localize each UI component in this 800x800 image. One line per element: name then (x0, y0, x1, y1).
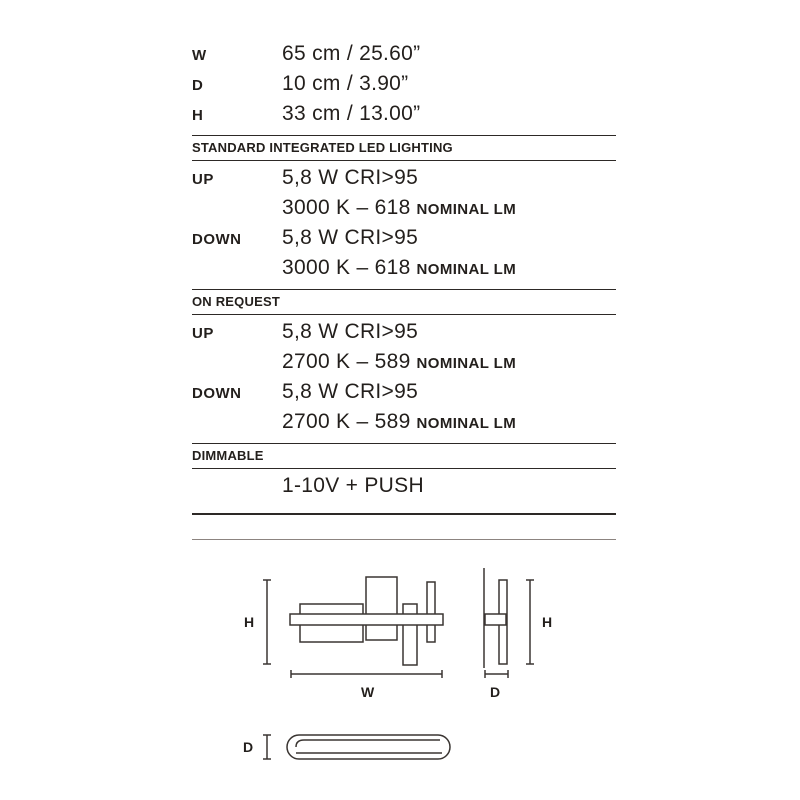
section-heading-standard: STANDARD INTEGRATED LED LIGHTING (192, 135, 616, 161)
down-power: 5,8 W CRI>95 (282, 380, 419, 403)
dimension-value: 33 cm / 13.00” (282, 102, 421, 125)
front-view (263, 577, 443, 678)
lumen-unit: NOMINAL LM (416, 415, 517, 432)
dimmable-value: 1-10V + PUSH (282, 474, 424, 497)
up-label: UP (192, 171, 214, 188)
section-heading-dimmable: DIMMABLE (192, 443, 616, 469)
up-power: 5,8 W CRI>95 (282, 166, 419, 189)
dimension-value: 10 cm / 3.90” (282, 72, 409, 95)
lumen-unit: NOMINAL LM (416, 201, 517, 218)
lumen-unit: NOMINAL LM (416, 355, 517, 372)
dimension-key: D (192, 77, 204, 94)
down-power: 5,8 W CRI>95 (282, 226, 419, 249)
side-depth-label: D (490, 684, 501, 700)
dimension-key: H (192, 107, 204, 124)
front-width-label: W (361, 684, 375, 700)
up-power: 5,8 W CRI>95 (282, 320, 419, 343)
front-height-label: H (244, 614, 255, 630)
dimension-value: 65 cm / 25.60” (282, 42, 421, 65)
side-height-label: H (542, 614, 553, 630)
up-lumen: 2700 K – 589 (282, 350, 411, 373)
up-label: UP (192, 325, 214, 342)
down-lumen: 3000 K – 618 (282, 256, 411, 279)
down-label: DOWN (192, 385, 242, 402)
top-depth-label: D (243, 739, 254, 755)
top-view (263, 735, 450, 759)
up-lumen: 3000 K – 618 (282, 196, 411, 219)
lumen-unit: NOMINAL LM (416, 261, 517, 278)
section-heading-on-request: ON REQUEST (192, 289, 616, 315)
dimension-key: W (192, 47, 207, 64)
down-lumen: 2700 K – 589 (282, 410, 411, 433)
side-view (484, 568, 534, 678)
down-label: DOWN (192, 231, 242, 248)
